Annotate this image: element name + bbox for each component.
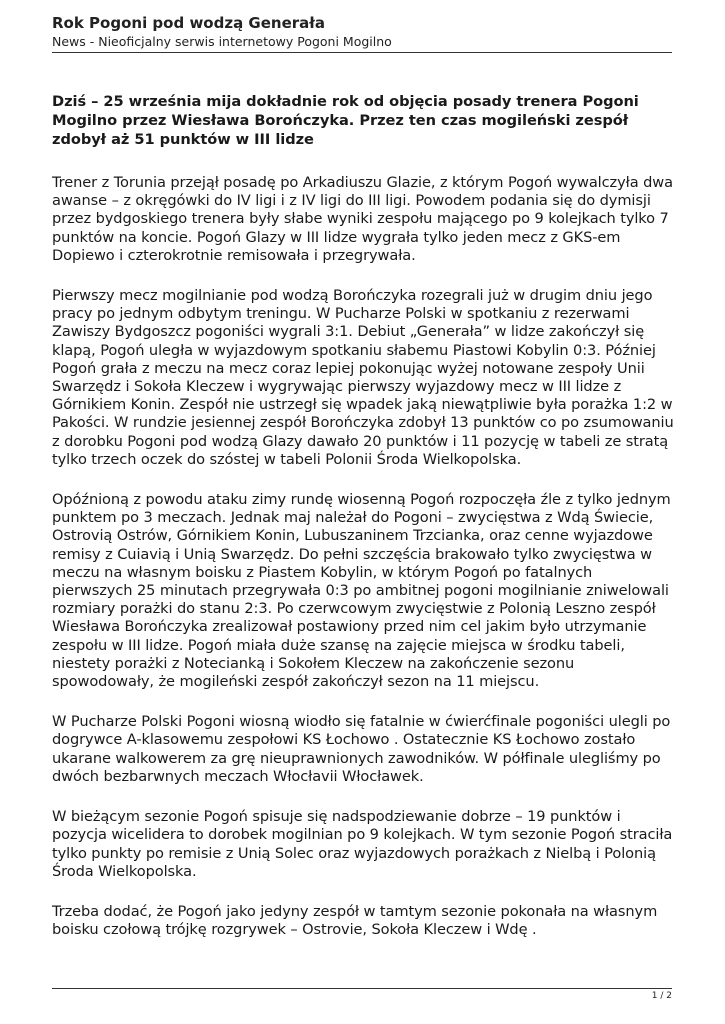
paragraph-6: Trzeba dodać, że Pogoń jako jedyny zespół w tamtym sezonie pokonała na własnym boisku czołową trójkę rozgrywek – Ostrovie, Sokoła Kleczew i Wdę . bbox=[52, 902, 658, 939]
paragraph-5: W bieżącym sezonie Pogoń spisuje się nadspodziewanie dobrze – 19 punktów i pozycja wicelidera to dorobek mogilnian po 9 kolejkach. W tym sezonie Pogoń straciła tylko punkty po remisie z Unią Solec oraz wyjazdowych porażkach z Nielbą i Polonią Środa Wielkopolska. bbox=[52, 808, 673, 880]
article-lead: Dziś – 25 września mija dokładnie rok od objęcia posady trenera Pogoni Mogilno przez Wiesława Borończyka. Przez ten czas mogileński zespół zdobył aż 51 punktów w III lidze bbox=[52, 93, 639, 148]
paragraph-3: Opóźnioną z powodu ataku zimy rundę wiosenną Pogoń rozpoczęła źle z tylko jednym punktem po 3 meczach. Jednak maj należał do Pogoni – zwycięstwa z Wdą Świecie, Ostrovią Ostrów, Górnikiem Konin, Lubuszaninem Trzcianka, oraz cenne wyjazdowe remisy z Cuiavią i Unią Swarzędz. Do pełni szczęścia brakowało tylko zwycięstwa w meczu na własnym boisku z Piastem Kobylin, w którym Pogoń po fatalnych pierwszych 25 minutach przegrywała 0:3 po ambitnej pogoni mogilnianie zniwelowali rozmiary porażki do stanu 2:3. Po czerwcowym zwycięstwie z Polonią Leszno zespół Wiesława Borończyka zrealizował postawiony przed nim cel jakim było utrzymanie zespołu w III lidze. Pogoń miała duże szansę na zajęcie miejsca w środku tabeli, niestety porażki z Notecianką i Sokołem Kleczew na zakończenie sezonu spowodowały, że mogileński zespół zakończył sezon na 11 miejscu. bbox=[52, 491, 671, 691]
article-title: Rok Pogoni pod wodzą Generała bbox=[52, 14, 325, 32]
article-body bbox=[52, 92, 674, 961]
header-divider bbox=[52, 52, 672, 53]
paragraph-1: Trener z Torunia przejął posadę po Arkadiuszu Glazie, z którym Pogoń wywalczyła dwa awanse – z okręgówki do IV ligi i z IV ligi do III ligi. Powodem podania się do dymisji przez bydgoskiego trenera były słabe wyniki zespołu mającego po 9 kolejkach tylko 7 punktów na koncie. Pogoń Glazy w III lidze wygrała tylko jeden mecz z GKS-em Dopiewo i czterokrotnie remisowała i przegrywała. bbox=[52, 174, 673, 264]
page-header bbox=[52, 14, 672, 50]
site-subtitle: News - Nieoficjalny serwis internetowy Pogoni Mogilno bbox=[52, 34, 392, 49]
paragraph-2: Pierwszy mecz mogilnianie pod wodzą Borończyka rozegrali już w drugim dniu jego pracy po jednym odbytym treningu. W Pucharze Polski w spotkaniu z rezerwami Zawiszy Bydgoszcz pogoniści wygrali 3:1. Debiut „Generała” w lidze zakończył się klapą, Pogoń uległa w wyjazdowym spotkaniu słabemu Piastowi Kobylin 0:3. Później Pogoń grała z meczu na mecz coraz lepiej pokonując wyżej notowane zespoły Unii Swarzędz i Sokoła Kleczew i wygrywając pierwszy wyjazdowy mecz w III lidze z Górnikiem Konin. Zespół nie ustrzegł się wpadek jaką niewątpliwie była porażka 1:2 w Pakości. W rundzie jesiennej zespół Borończyka zdobył 13 punktów co po zsumowaniu z dorobku Pogoni pod wodzą Glazy dawało 20 punktów i 11 pozycję w tabeli ze stratą tylko trzech oczek do szóstej w tabeli Polonii Środa Wielkopolska. bbox=[52, 287, 674, 468]
footer-divider bbox=[52, 988, 672, 989]
paragraph-4: W Pucharze Polski Pogoni wiosną wiodło się fatalnie w ćwierćfinale pogoniści ulegli po dogrywce A-klasowemu zespołowi KS Łochowo . Ostatecznie KS Łochowo zostało ukarane walkowerem za grę nieuprawnionych zawodników. W półfinale ulegliśmy po dwóch bezbarwnych meczach Włocłavii Włocławek. bbox=[52, 713, 671, 785]
page-number: 1 / 2 bbox=[651, 991, 672, 1001]
